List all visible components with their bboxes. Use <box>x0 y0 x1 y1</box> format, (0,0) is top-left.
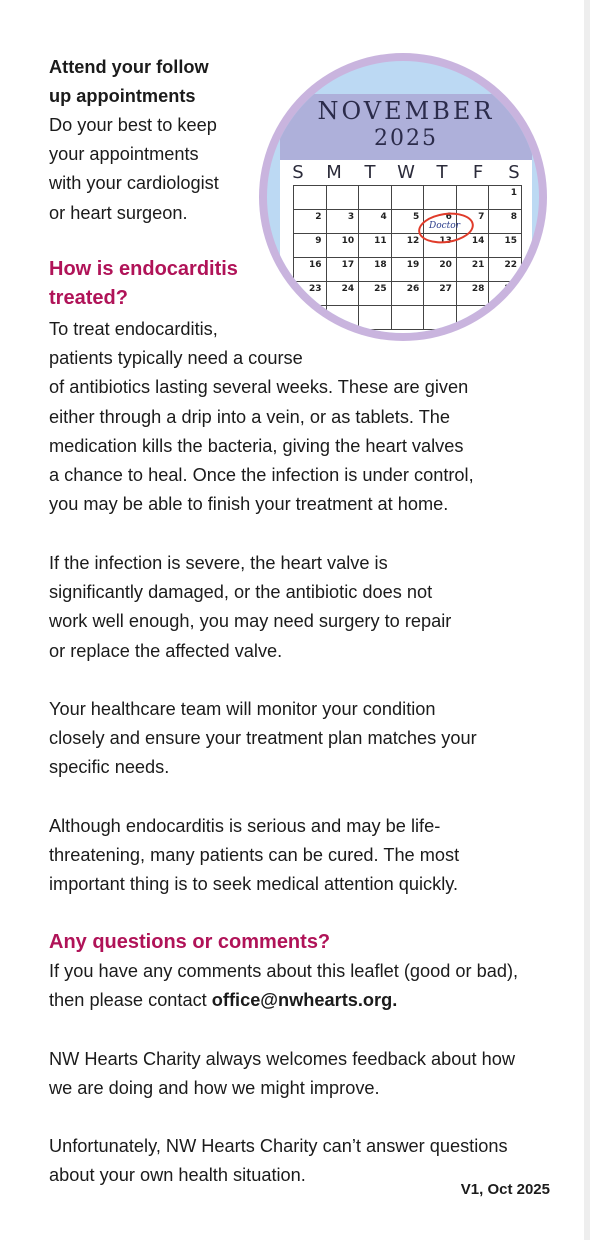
text-line: we are doing and how we might improve. <box>49 1078 380 1099</box>
calendar-day-cell <box>359 186 392 210</box>
calendar-day-cell: 16 <box>294 258 327 282</box>
calendar-day-cell <box>327 186 360 210</box>
text-line: you may be able to finish your treatment at home. <box>49 494 449 515</box>
appointments-body <box>49 111 219 228</box>
text-line: either through a drip into a vein, or as tablets. The <box>49 406 451 427</box>
calendar-day-cell <box>424 186 457 210</box>
text-line <box>49 986 518 1015</box>
weekday-label: W <box>397 162 415 183</box>
questions-paragraph-3 <box>49 1132 508 1190</box>
text-line: patients typically need a course <box>49 348 303 369</box>
weekday-label: T <box>364 162 376 183</box>
appointments-heading-line: up appointments <box>49 86 196 107</box>
calendar-day-cell <box>294 186 327 210</box>
calendar-day-cell: 6 <box>424 210 457 234</box>
treatment-paragraph-4 <box>49 812 459 900</box>
weekday-label: S <box>292 162 304 183</box>
calendar-day-cell: 30 <box>294 306 327 330</box>
calendar-day-cell: 26 <box>392 282 425 306</box>
calendar-day-cell: 2 <box>294 210 327 234</box>
calendar-weekdays <box>280 162 532 183</box>
calendar-day-cell <box>457 306 490 330</box>
calendar-day-cell: 5 <box>392 210 425 234</box>
contact-email-link[interactable]: office@nwhearts.org. <box>211 990 398 1011</box>
appointments-heading-line: Attend your follow <box>49 57 209 77</box>
calendar-day-cell: 22 <box>489 258 522 282</box>
calendar-day-cell: 10 <box>327 234 360 258</box>
treatment-heading <box>49 255 238 313</box>
treatment-paragraph-3 <box>49 695 477 783</box>
text-line: To treat endocarditis, <box>49 319 218 339</box>
calendar-day-cell: 18 <box>359 258 392 282</box>
calendar-background <box>267 61 539 333</box>
text-line: If the infection is severe, the heart valve is <box>49 553 388 573</box>
text-line: work well enough, you may need surgery to repair <box>49 611 452 632</box>
appointments-heading <box>49 53 209 111</box>
calendar-day-cell <box>457 186 490 210</box>
calendar-day-cell <box>359 306 392 330</box>
calendar-day-cell: 15 <box>489 234 522 258</box>
appointments-line: Do your best to keep <box>49 115 217 135</box>
calendar-day-cell: 8 <box>489 210 522 234</box>
appointments-line: with your cardiologist <box>49 173 219 194</box>
calendar-day-cell: 14 <box>457 234 490 258</box>
calendar-day-cell: 13 <box>424 234 457 258</box>
calendar-day-cell: 3 <box>327 210 360 234</box>
page-edge <box>584 0 590 1240</box>
text-line: Unfortunately, NW Hearts Charity can’t answer questions <box>49 1136 508 1156</box>
appointment-note: Doctor <box>429 221 461 231</box>
calendar-day-cell: 11 <box>359 234 392 258</box>
calendar-day-cell: 24 <box>327 282 360 306</box>
calendar-day-cell <box>392 306 425 330</box>
questions-paragraph-2 <box>49 1045 515 1103</box>
weekday-label: T <box>436 162 448 183</box>
text-line: or replace the affected valve. <box>49 640 283 661</box>
weekday-label: S <box>508 162 520 183</box>
calendar-grid <box>293 185 522 330</box>
text-line: significantly damaged, or the antibiotic does not <box>49 582 433 603</box>
calendar-day-cell: 23 <box>294 282 327 306</box>
calendar-day-cell: 17 <box>327 258 360 282</box>
calendar-day-cell: 25 <box>359 282 392 306</box>
weekday-label: F <box>472 162 484 183</box>
text-line: of antibiotics lasting several weeks. These are given <box>49 377 469 398</box>
calendar-day-cell: 19 <box>392 258 425 282</box>
contact-prefix: then please contact <box>49 990 212 1011</box>
calendar-day-cell <box>489 306 522 330</box>
calendar-day-cell: 9 <box>294 234 327 258</box>
calendar-day-cell: 20 <box>424 258 457 282</box>
calendar-day-cell: 27 <box>424 282 457 306</box>
calendar-illustration <box>259 53 547 341</box>
appointments-line: or heart surgeon. <box>49 202 188 223</box>
calendar-day-cell <box>327 306 360 330</box>
questions-heading: Any questions or comments? <box>49 931 331 953</box>
text-line: a chance to heal. Once the infection is under control, <box>49 465 474 486</box>
text-line: Your healthcare team will monitor your condition <box>49 699 436 719</box>
version-label: V1, Oct 2025 <box>460 1181 550 1198</box>
text-line: threatening, many patients can be cured. The most <box>49 845 460 866</box>
questions-paragraph-1 <box>49 957 518 1015</box>
weekday-label: M <box>326 162 342 183</box>
text-line: closely and ensure your treatment plan matches your <box>49 728 477 749</box>
text-line: about your own health situation. <box>49 1165 306 1186</box>
treatment-heading-line: How is endocarditis <box>49 258 238 280</box>
calendar-day-cell: 4 <box>359 210 392 234</box>
text-line: specific needs. <box>49 757 170 778</box>
calendar-day-cell <box>392 186 425 210</box>
text-line: important thing is to seek medical attention quickly. <box>49 874 459 895</box>
treatment-paragraph-2 <box>49 549 451 666</box>
calendar-month: NOVEMBER <box>317 97 495 125</box>
calendar-day-cell: 21 <box>457 258 490 282</box>
text-line: medication kills the bacteria, giving the heart valves <box>49 435 464 456</box>
treatment-heading-line: treated? <box>49 287 128 310</box>
text-line: Although endocarditis is serious and may be life- <box>49 816 441 836</box>
calendar-day-cell: 29 <box>489 282 522 306</box>
text-line: If you have any comments about this leaflet (good or bad), <box>49 961 519 981</box>
calendar-day-cell: 12 <box>392 234 425 258</box>
calendar-day-cell: 28 <box>457 282 490 306</box>
calendar-day-cell <box>424 306 457 330</box>
calendar-year: 2025 <box>374 126 438 151</box>
calendar-day-cell: 7 <box>457 210 490 234</box>
calendar-day-cell: 1 <box>489 186 522 210</box>
appointments-line: your appointments <box>49 144 199 165</box>
treatment-paragraph-1 <box>49 315 474 519</box>
text-line: NW Hearts Charity always welcomes feedback about how <box>49 1049 515 1069</box>
calendar-header <box>280 94 532 160</box>
